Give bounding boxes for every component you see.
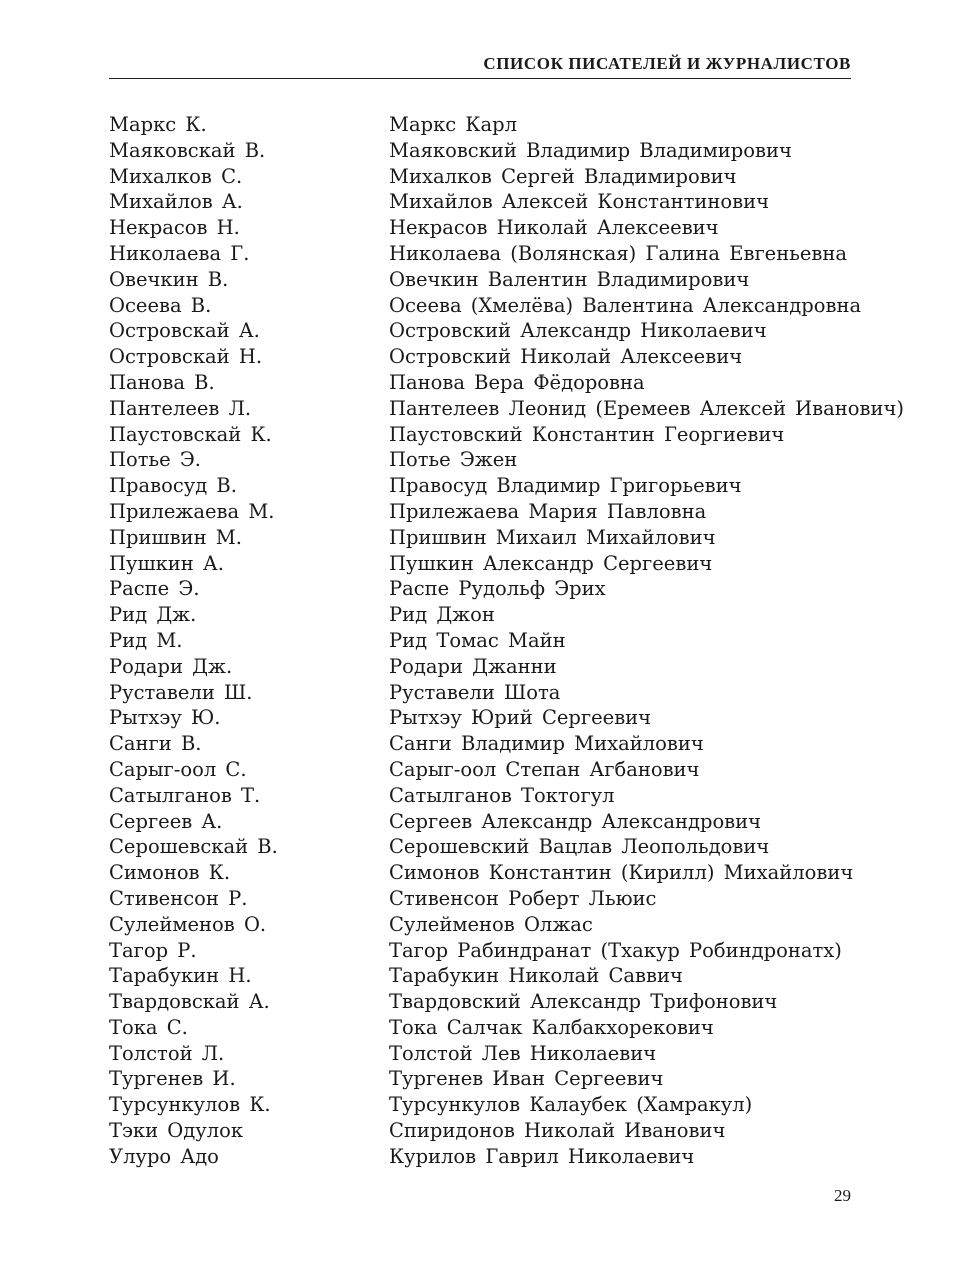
short-name: Правосуд В. [109,474,237,498]
full-name: Пушкин Александр Сергеевич [389,551,713,575]
full-name: Руставели Шота [389,680,561,704]
full-name: Сатылганов Токтогул [389,783,615,807]
short-name: Паустовскай К. [109,422,272,446]
header-rule [109,78,851,79]
short-name: Стивенсон Р. [109,886,248,910]
full-name: Паустовский Константин Георгиевич [389,422,785,446]
list-item [109,112,869,138]
list-item [109,963,869,989]
short-name: Толстой Л. [109,1041,225,1065]
full-name: Распе Рудольф Эрих [389,577,606,601]
full-name: Спиридонов Николай Иванович [389,1119,726,1143]
full-name: Михайлов Алексей Константинович [389,190,769,214]
list-item [109,318,869,344]
full-name: Островский Александр Николаевич [389,319,767,343]
short-name: Серошевскай В. [109,835,278,859]
list-item [109,422,869,448]
short-name: Островскай Н. [109,345,263,369]
short-name: Панова В. [109,370,215,394]
full-name: Рид Томас Майн [389,628,566,652]
short-name: Пришвин М. [109,525,242,549]
short-name: Некрасов Н. [109,216,240,240]
list-item [109,525,869,551]
list-item [109,602,869,628]
full-name: Потье Эжен [389,448,518,472]
list-item [109,473,869,499]
short-name: Николаева Г. [109,241,250,265]
short-name: Родари Дж. [109,654,233,678]
short-name: Турсункулов К. [109,1093,271,1117]
list-item [109,215,869,241]
full-name: Рид Джон [389,603,495,627]
full-name: Сергеев Александр Александрович [389,809,762,833]
full-name: Тока Салчак Калбакхорекович [389,1015,714,1039]
short-name: Пантелеев Л. [109,396,252,420]
list-item [109,938,869,964]
short-name: Осеева В. [109,293,212,317]
full-name: Сулейменов Олжас [389,912,593,936]
list-item [109,757,869,783]
full-name: Стивенсон Роберт Льюис [389,886,657,910]
short-name: Твардовскай А. [109,990,270,1014]
writers-list [109,112,905,1170]
list-item [109,164,869,190]
short-name: Прилежаева М. [109,499,275,523]
full-name: Михалков Сергей Владимирович [389,164,737,188]
list-item [109,551,869,577]
list-item [109,860,869,886]
list-item [109,1015,869,1041]
short-name: Рид Дж. [109,603,197,627]
full-name: Маркс Карл [389,113,517,136]
page-number: 29 [834,1186,851,1205]
list-item [109,267,869,293]
full-name: Тарабукин Николай Саввич [389,964,683,988]
short-name: Сергеев А. [109,809,223,833]
short-name: Тургенев И. [109,1067,236,1091]
full-name: Серошевский Вацлав Леопольдович [389,835,770,859]
list-item [109,912,869,938]
list-item [109,680,869,706]
short-name: Санги В. [109,732,202,756]
list-item [109,1092,869,1118]
full-name: Тагор Рабиндранат (Тхакур Робиндронатх) [389,938,842,962]
list-item [109,1118,869,1144]
list-item [109,370,869,396]
short-name: Симонов К. [109,861,231,885]
list-item [109,705,869,731]
short-name: Сулейменов О. [109,912,267,936]
list-item [109,809,869,835]
full-name: Некрасов Николай Алексеевич [389,216,719,240]
full-name: Толстой Лев Николаевич [389,1041,657,1065]
full-name: Панова Вера Фёдоровна [389,370,645,394]
full-name: Овечкин Валентин Владимирович [389,267,750,291]
full-name: Островский Николай Алексеевич [389,345,743,369]
short-name: Сатылганов Т. [109,783,261,807]
list-item [109,654,869,680]
short-name: Островскай А. [109,319,260,343]
short-name: Сарыг-оол С. [109,757,247,781]
short-name: Рытхэу Ю. [109,706,221,730]
full-name: Прилежаева Мария Павловна [389,499,707,523]
list-item [109,447,869,473]
full-name: Пантелеев Леонид (Еремеев Алексей Иванович) [389,396,905,420]
running-head-title: СПИСОК ПИСАТЕЛЕЙ И ЖУРНАЛИСТОВ [483,54,851,73]
list-item [109,834,869,860]
short-name: Тэки Одулок [109,1119,244,1143]
short-name: Овечкин В. [109,267,229,291]
short-name: Маркс К. [109,113,207,136]
full-name: Правосуд Владимир Григорьевич [389,474,742,498]
short-name: Улуро Адо [109,1144,219,1168]
full-name: Курилов Гаврил Николаевич [389,1144,695,1168]
short-name: Распе Э. [109,577,200,601]
full-name: Осеева (Хмелёва) Валентина Александровна [389,293,862,317]
list-item [109,396,905,422]
short-name: Руставели Ш. [109,680,253,704]
list-item [109,344,869,370]
list-item [109,241,869,267]
full-name: Твардовский Александр Трифонович [389,990,778,1014]
short-name: Михалков С. [109,164,243,188]
list-item [109,886,869,912]
full-name: Пришвин Михаил Михайлович [389,525,716,549]
short-name: Михайлов А. [109,190,243,214]
list-item [109,783,869,809]
full-name: Родари Джанни [389,654,557,678]
short-name: Тарабукин Н. [109,964,252,988]
short-name: Тагор Р. [109,938,197,962]
list-item [109,499,869,525]
full-name: Тургенев Иван Сергеевич [389,1067,664,1091]
short-name: Рид М. [109,628,183,652]
short-name: Маяковскай В. [109,138,266,162]
list-item [109,576,869,602]
list-item [109,1144,869,1170]
full-name: Симонов Константин (Кирилл) Михайлович [389,861,854,885]
list-item [109,293,869,319]
list-item [109,1066,869,1092]
full-name: Санги Владимир Михайлович [389,732,704,756]
list-item [109,189,869,215]
list-item [109,731,869,757]
short-name: Тока С. [109,1015,188,1039]
full-name: Турсункулов Калаубек (Хамракул) [389,1093,753,1117]
full-name: Сарыг-оол Степан Агбанович [389,757,700,781]
list-item [109,989,869,1015]
list-item [109,628,869,654]
full-name: Маяковский Владимир Владимирович [389,138,792,162]
short-name: Пушкин А. [109,551,224,575]
full-name: Рытхэу Юрий Сергеевич [389,706,652,730]
full-name: Николаева (Волянская) Галина Евгеньевна [389,241,847,265]
list-item [109,1041,869,1067]
list-item [109,138,869,164]
short-name: Потье Э. [109,448,202,472]
